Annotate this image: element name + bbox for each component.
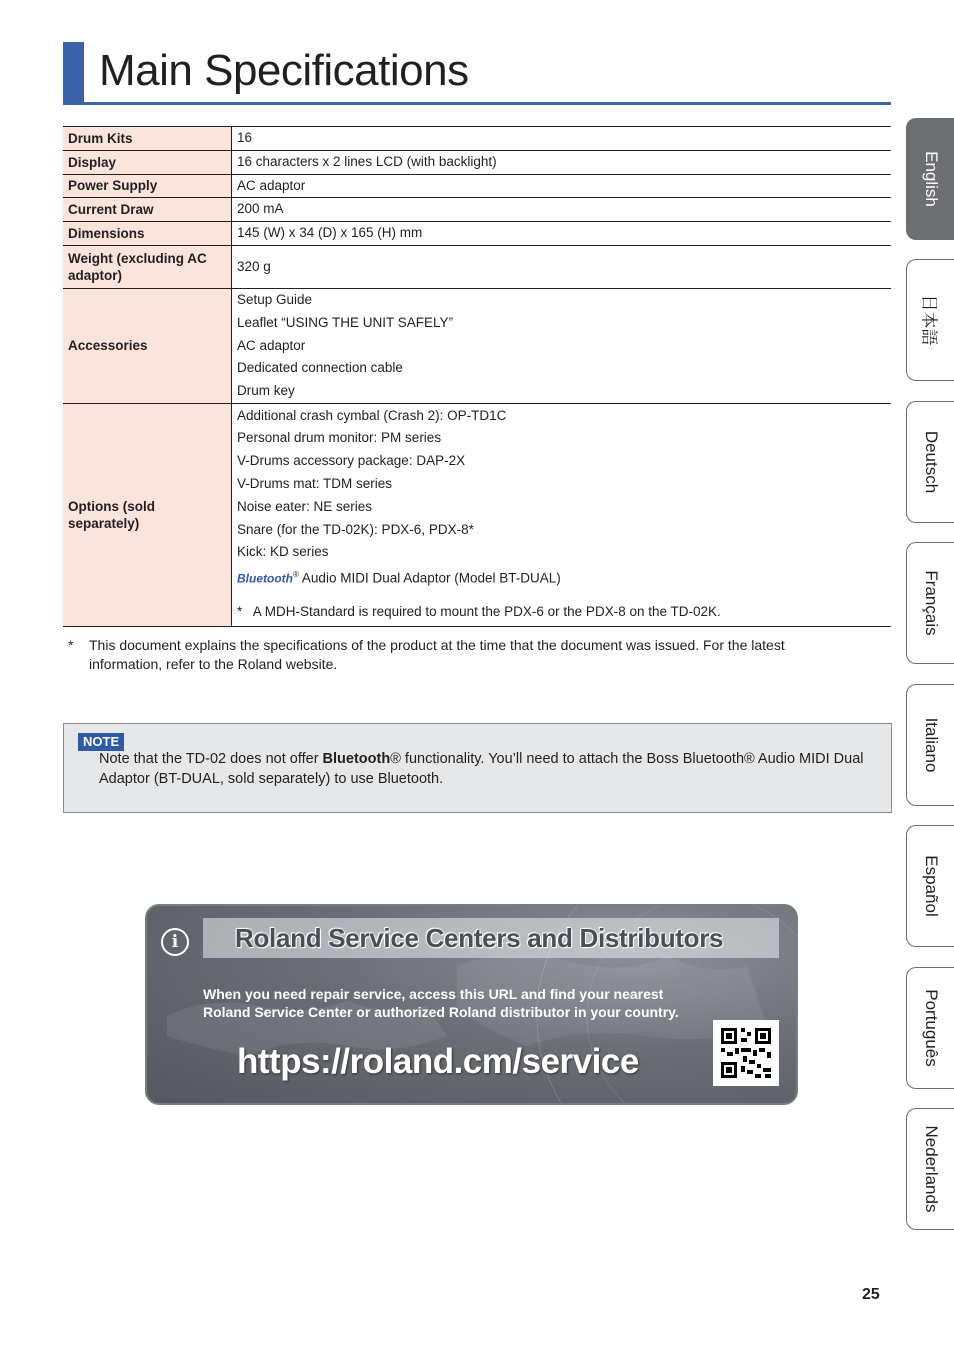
spec-label: Current Draw [63, 198, 232, 222]
table-row [63, 403, 891, 626]
tab-label: Italiano [922, 717, 941, 773]
qr-code[interactable] [713, 1020, 779, 1086]
list-item: Noise eater: NE series [237, 498, 373, 514]
tab-deutsch[interactable] [906, 401, 954, 523]
tab-label: Português [922, 989, 941, 1067]
bluetooth-logo: Bluetooth [237, 571, 293, 586]
tab-english[interactable] [906, 118, 954, 240]
list-item: Dedicated connection cable [237, 360, 403, 376]
list-item: AC adaptor [237, 337, 306, 353]
list-item: V-Drums accessory package: DAP-2X [237, 453, 466, 469]
note-text-part: Note that the TD-02 does not offer [99, 751, 323, 767]
spec-label: Accessories [63, 288, 232, 403]
list-item: Additional crash cymbal (Crash 2): OP-TD1C [237, 407, 507, 423]
note-bold-bluetooth: Bluetooth [322, 751, 391, 767]
list-item: V-Drums mat: TDM series [237, 476, 393, 492]
spec-label: Weight (excluding AC adaptor) [63, 245, 232, 288]
note-box [63, 723, 892, 813]
tab-label: Nederlands [922, 1125, 941, 1213]
list-item: Drum key [237, 383, 295, 399]
spec-value [232, 403, 892, 626]
info-icon: i [161, 928, 189, 956]
spec-value: 16 characters x 2 lines LCD (with backlight) [232, 150, 892, 174]
note-text: This document explains the specifications of the product at the time that the document was issued. For the latest information, refer to the Roland website. [89, 637, 785, 672]
note-text-part: ® functionality. You’ll need to attach the Boss Bluetooth® Audio MIDI Dual Adaptor (BT-DUAL, sold separately) to use Bluetooth. [99, 751, 864, 787]
note-mark: * [68, 637, 74, 653]
list-item: Snare (for the TD-02K): PDX-6, PDX-8* [237, 521, 474, 537]
list-item: Personal drum monitor: PM series [237, 430, 442, 446]
service-title: Roland Service Centers and Distributors [235, 923, 724, 953]
spec-label: Drum Kits [63, 127, 232, 151]
list-item: Setup Guide [237, 291, 313, 307]
title-underline [63, 102, 891, 105]
tab-portugues[interactable] [906, 967, 954, 1089]
list-item: Leaflet “USING THE UNIT SAFELY” [237, 314, 454, 330]
table-row [63, 222, 891, 246]
table-row [63, 245, 891, 288]
spec-value: 200 mA [232, 198, 892, 222]
table-row [63, 198, 891, 222]
spec-label: Power Supply [63, 174, 232, 198]
document-note [68, 636, 848, 674]
note-box-text [99, 749, 879, 789]
footnote-text: A MDH-Standard is required to mount the PDX-6 or the PDX-8 on the TD-02K. [252, 603, 721, 619]
spec-label: Dimensions [63, 222, 232, 246]
title-accent-bar [63, 42, 84, 105]
tab-japanese[interactable] [906, 259, 954, 381]
tab-label: 日本語 [919, 294, 939, 346]
page-title: Main Specifications [99, 46, 469, 95]
spec-value [232, 288, 892, 403]
note-badge: NOTE [78, 733, 124, 751]
table-row [63, 127, 891, 151]
tab-francais[interactable] [906, 542, 954, 664]
tab-label: Français [922, 570, 941, 636]
service-desc-line: Roland Service Center or authorized Roland distributor in your country. [203, 1004, 679, 1020]
spec-value: 320 g [232, 245, 892, 288]
spec-value: 145 (W) x 34 (D) x 165 (H) mm [232, 222, 892, 246]
service-url-link[interactable]: https://roland.cm/service [237, 1042, 639, 1081]
footnote-mark: * [237, 603, 243, 619]
tab-label: Español [922, 855, 941, 917]
table-row [63, 288, 891, 403]
tab-espanol[interactable] [906, 825, 954, 947]
tab-label: English [922, 151, 941, 207]
bluetooth-item-text: Audio MIDI Dual Adaptor (Model BT-DUAL) [301, 570, 561, 586]
spec-label: Display [63, 150, 232, 174]
tab-italiano[interactable] [906, 684, 954, 806]
list-item [237, 564, 885, 590]
list-item: Kick: KD series [237, 544, 329, 560]
tab-nederlands[interactable] [906, 1108, 954, 1230]
tab-label: Deutsch [922, 430, 941, 494]
spec-footnote [237, 601, 885, 626]
service-banner [145, 904, 798, 1105]
service-desc-line: When you need repair service, access this URL and find your nearest [203, 986, 664, 1002]
spec-label: Options (sold separately) [63, 403, 232, 626]
service-title-bar [203, 918, 779, 958]
service-description [203, 985, 723, 1021]
spec-value: 16 [232, 127, 892, 151]
registered-mark: ® [293, 570, 299, 580]
table-row [63, 150, 891, 174]
spec-table [63, 126, 891, 627]
table-row [63, 174, 891, 198]
page-number: 25 [862, 1286, 880, 1303]
spec-value: AC adaptor [232, 174, 892, 198]
